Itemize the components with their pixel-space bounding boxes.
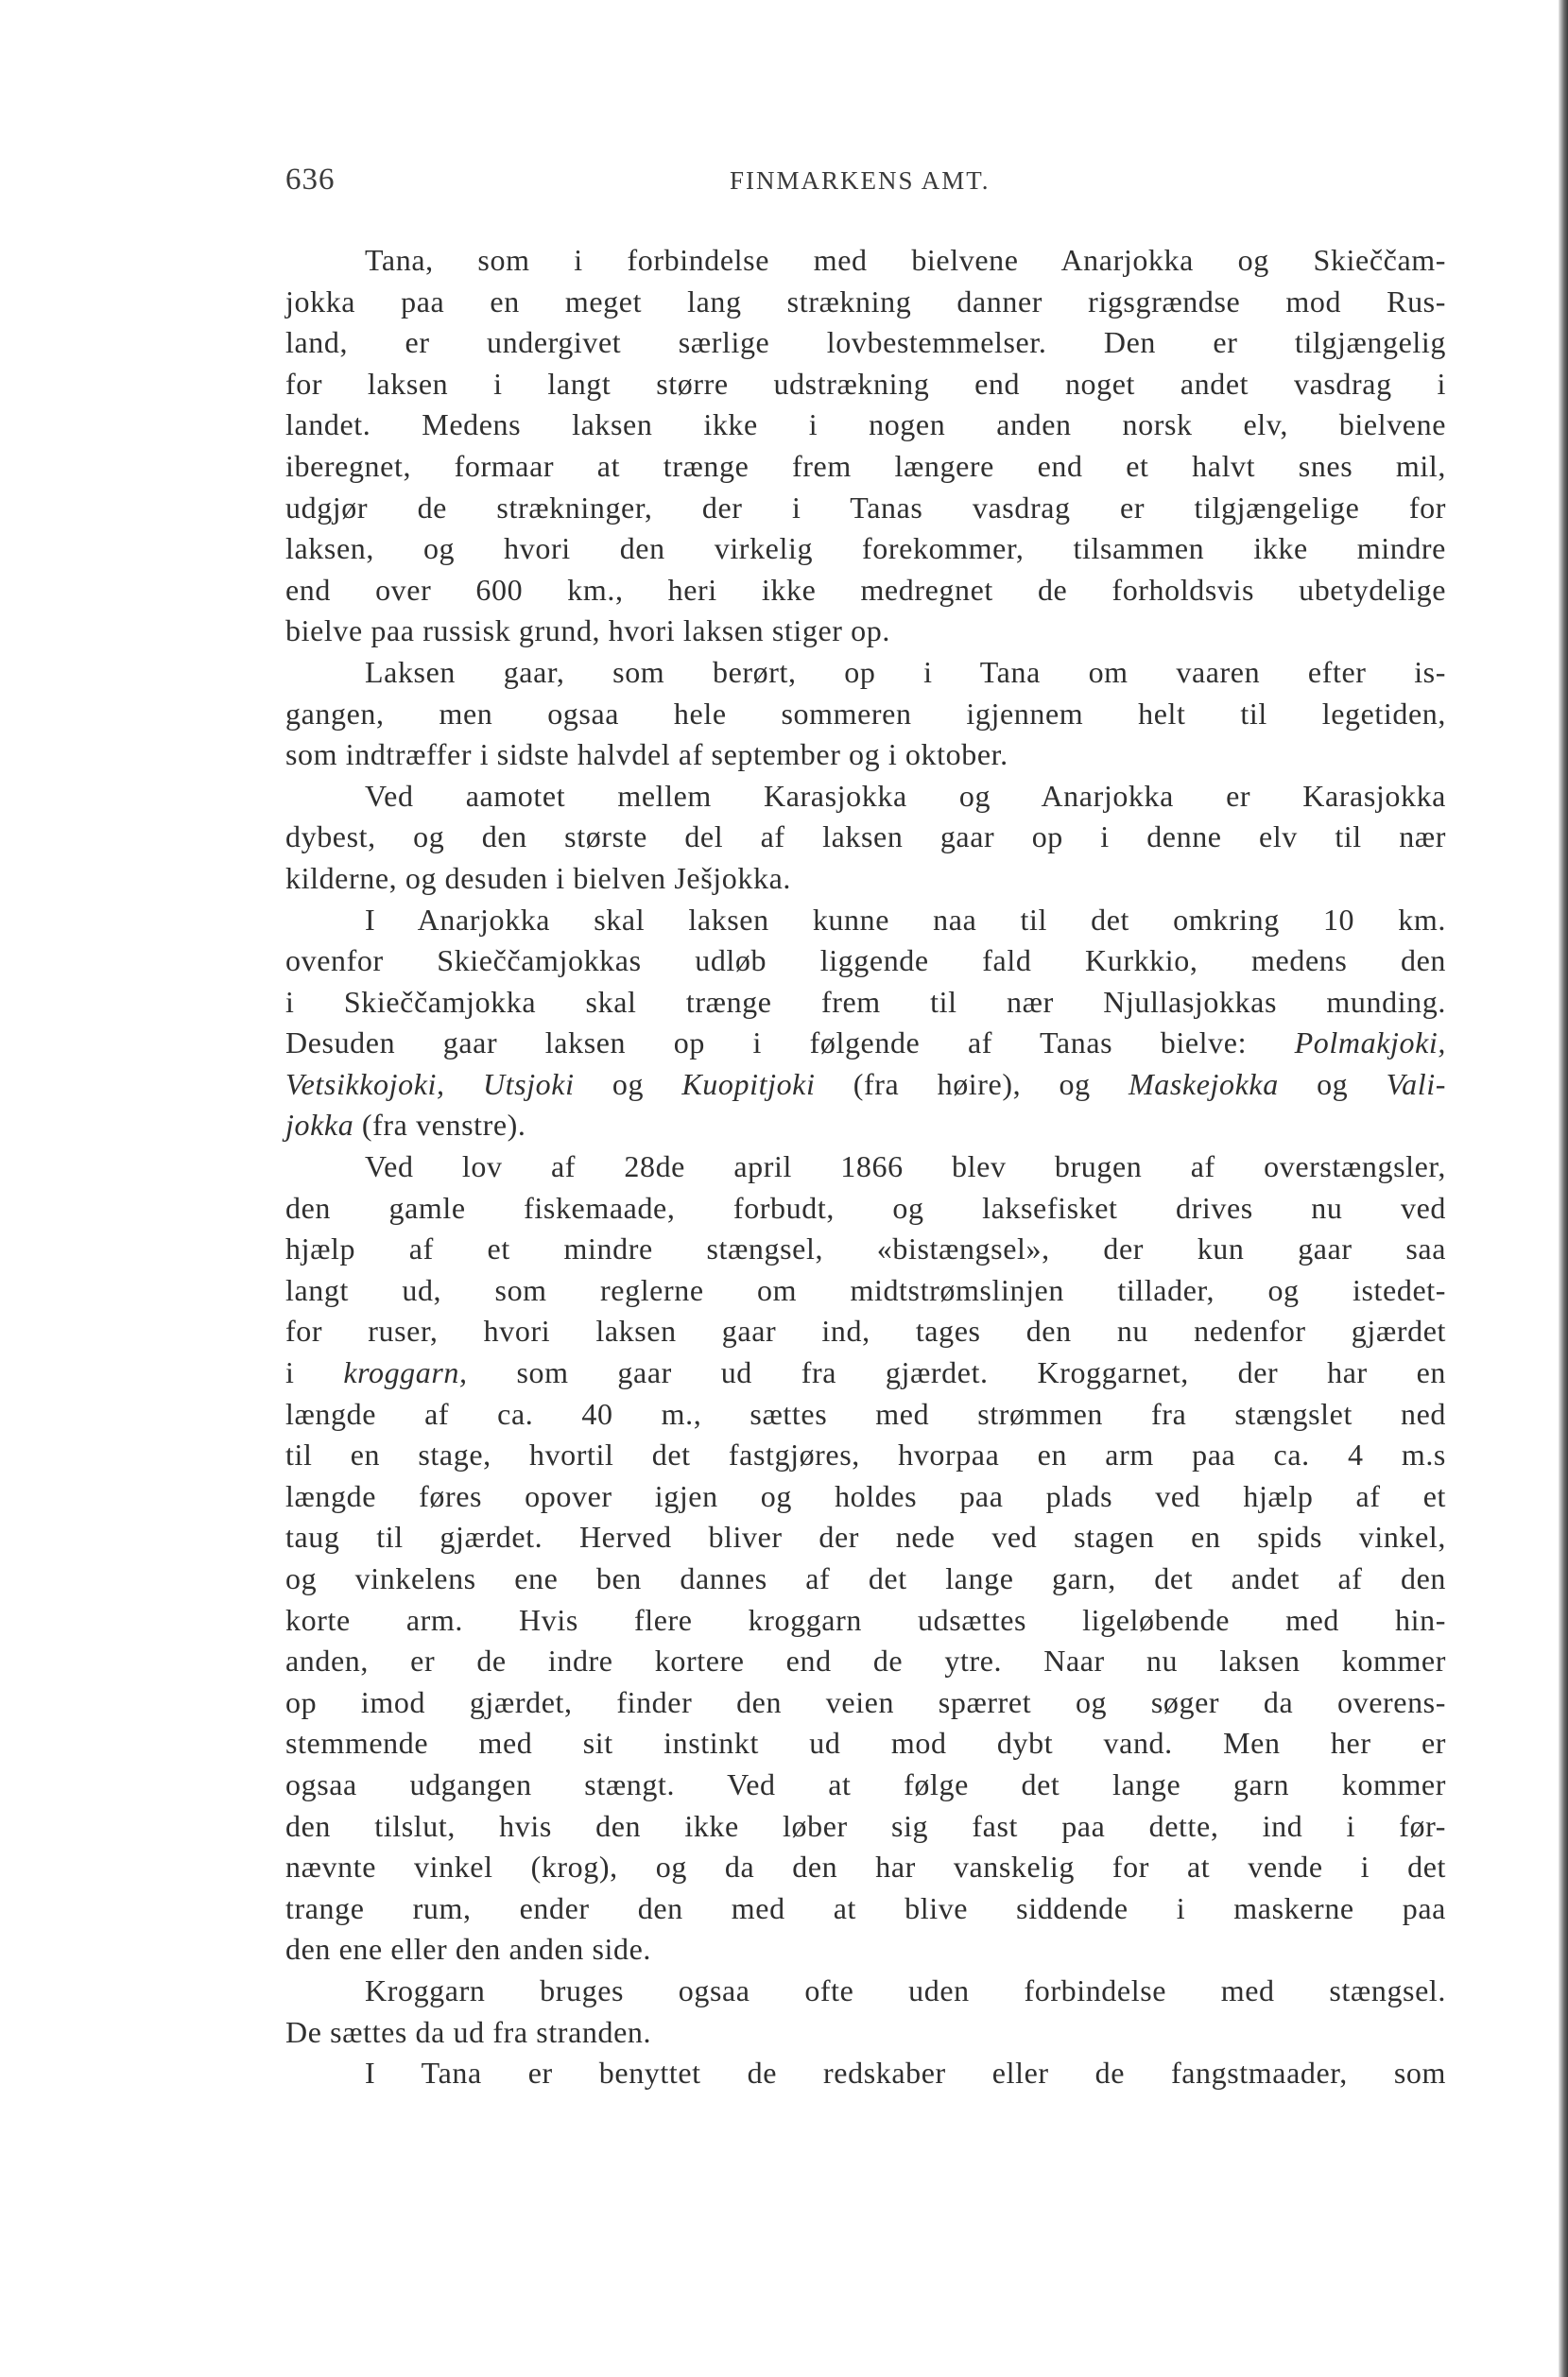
text-line (285, 2053, 1446, 2094)
text-segment: for ruser, hvori laksen gaar ind, tages den nu nedenfor gjærdet (285, 1314, 1446, 1349)
text-line (285, 1600, 1446, 1642)
text-segment: anden, er de indre kortere end de ytre. Naar nu laksen kommer (285, 1644, 1446, 1679)
text-segment: landet. Medens laksen ikke i nogen anden norsk elv, bielvene (285, 407, 1446, 442)
text-segment: gangen, men ogsaa hele sommeren igjennem helt til legetiden, (285, 696, 1446, 731)
text-line (285, 1229, 1446, 1270)
text-line (285, 1311, 1446, 1352)
body-text (285, 240, 1446, 2094)
text-segment: ogsaa udgangen stængt. Ved at følge det lange garn kommer (285, 1766, 1446, 1801)
page-number: 636 (285, 163, 336, 197)
text-segment: ovenfor Skieččamjokkas udløb liggende fald Kurkkio, medens den (285, 943, 1446, 978)
text-segment: bielve paa russisk grund, hvori laksen stiger op. (285, 613, 890, 648)
text-line (285, 1105, 1446, 1146)
italic-term: Maskejokka (1128, 1066, 1279, 1101)
text-line (285, 282, 1446, 323)
italic-term: kroggarn, (343, 1355, 468, 1390)
text-line (285, 1682, 1446, 1724)
text-segment: Kroggarn bruges ogsaa ofte uden forbindelse med stængsel. (365, 1972, 1446, 2007)
text-segment: den ene eller den anden side. (285, 1932, 652, 1967)
text-line (285, 1270, 1446, 1312)
text-line (285, 982, 1446, 1024)
text-line (285, 776, 1446, 818)
text-segment: længde af ca. 40 m., sættes med strømmen fra stængslet ned (285, 1396, 1446, 1431)
text-segment: den gamle fiskemaade, forbudt, og laksefisket drives nu ved (285, 1190, 1446, 1225)
text-line (285, 940, 1446, 982)
text-segment: De sættes da ud fra stranden. (285, 2014, 652, 2049)
text-line (285, 488, 1446, 529)
text-line (285, 694, 1446, 735)
text-line (285, 446, 1446, 488)
text-segment: hjælp af et mindre stængsel, «bistængsel», der kun gaar saa (285, 1232, 1446, 1266)
running-title: FINMARKENS AMT. (730, 166, 991, 195)
text-segment: og (574, 1066, 682, 1101)
text-segment: som indtræffer i sidste halvdel af september og i oktober. (285, 737, 1008, 772)
text-segment: som gaar ud fra gjærdet. Kroggarnet, der har en (467, 1355, 1446, 1390)
text-line (285, 1847, 1446, 1888)
text-segment: end over 600 km., heri ikke medregnet de forholdsvis ubetydelige (285, 572, 1446, 607)
text-segment: nævnte vinkel (krog), og da den har vanskelig for at vende i det (285, 1850, 1446, 1885)
text-line (285, 1929, 1446, 1971)
text-segment: stemmende med sit instinkt ud mod dybt vand. Men her er (285, 1726, 1446, 1761)
page-header (285, 163, 1446, 210)
text-segment: trange rum, ender den med at blive siddende i maskerne paa (285, 1890, 1446, 1925)
text-segment: korte arm. Hvis flere kroggarn udsættes ligeløbende med hin- (285, 1602, 1446, 1637)
text-line (285, 1146, 1446, 1188)
text-segment: dybest, og den største del af laksen gaar op i denne elv til nær (285, 819, 1446, 854)
text-segment: til en stage, hvortil det fastgjøres, hvorpaa en arm paa ca. 4 m.s (285, 1438, 1446, 1473)
text-line (285, 1188, 1446, 1230)
text-line (285, 1023, 1446, 1064)
text-segment (445, 1067, 483, 1101)
text-segment: og (1278, 1066, 1387, 1101)
text-segment: I Tana er benyttet de redskaber eller de fangstmaader, som (365, 2056, 1446, 2091)
text-segment: Laksen gaar, som berørt, op i Tana om vaaren efter is- (365, 654, 1446, 689)
text-line (285, 1476, 1446, 1518)
text-segment: kilderne, og desuden i bielven Ješjokka. (285, 860, 791, 895)
text-segment: langt ud, som reglerne om midtstrømslinjen tillader, og istedet- (285, 1272, 1446, 1307)
text-line (285, 1559, 1446, 1600)
text-line (285, 1888, 1446, 1930)
page-edge-shadow (1559, 0, 1568, 2377)
text-segment: udgjør de strækninger, der i Tanas vasdrag er tilgjængelige for (285, 490, 1446, 525)
italic-term: Kuopitjoki (681, 1066, 816, 1101)
text-segment: land, er undergivet særlige lovbestemmelser. Den er tilgjængelig (285, 325, 1446, 360)
text-line (285, 611, 1446, 652)
text-line (285, 652, 1446, 694)
text-line (285, 1064, 1446, 1106)
text-segment: (fra venstre). (353, 1108, 526, 1143)
italic-term: jokka (285, 1108, 354, 1143)
text-line (285, 405, 1446, 446)
text-segment: i (285, 1355, 344, 1390)
text-line (285, 364, 1446, 405)
text-segment: I Anarjokka skal laksen kunne naa til det omkring 10 km. (365, 902, 1446, 937)
text-line (285, 1806, 1446, 1848)
text-line (285, 570, 1446, 611)
text-line (285, 1352, 1446, 1394)
text-line (285, 734, 1446, 776)
text-line (285, 2012, 1446, 2054)
text-segment: i Skieččamjokka skal trænge frem til nær Njullasjokkas munding. (285, 984, 1446, 1019)
text-line (285, 1435, 1446, 1476)
text-segment: laksen, og hvori den virkelig forekommer, tilsammen ikke mindre (285, 531, 1446, 566)
text-line (285, 1517, 1446, 1559)
text-segment: for laksen i langt større udstrækning end noget andet vasdrag i (285, 366, 1446, 401)
text-line (285, 1971, 1446, 2012)
text-line (285, 858, 1446, 900)
text-segment: længde føres opover igjen og holdes paa plads ved hjælp af et (285, 1478, 1446, 1513)
text-segment: den tilslut, hvis den ikke løber sig fast paa dette, ind i før- (285, 1808, 1446, 1843)
text-line (285, 1641, 1446, 1682)
text-segment: Tana, som i forbindelse med bielvene Anarjokka og Skieččam- (365, 243, 1446, 277)
text-line (285, 900, 1446, 941)
italic-term: Vetsikkojoki, (285, 1066, 445, 1101)
text-segment: op imod gjærdet, finder den veien spærret og søger da overens- (285, 1684, 1446, 1719)
text-line (285, 1723, 1446, 1765)
text-segment: jokka paa en meget lang strækning danner rigsgrændse mod Rus- (285, 284, 1446, 319)
italic-term: Polmakjoki, (1294, 1025, 1446, 1060)
text-segment: Ved lov af 28de april 1866 blev brugen af overstængsler, (365, 1149, 1446, 1184)
text-line (285, 817, 1446, 858)
text-line (285, 1394, 1446, 1436)
text-segment: Ved aamotet mellem Karasjokka og Anarjokka er Karasjokka (365, 778, 1446, 813)
text-line (285, 240, 1446, 282)
text-line (285, 1765, 1446, 1806)
text-segment: og vinkelens ene ben dannes af det lange garn, det andet af den (285, 1561, 1446, 1595)
italic-term: Vali- (1386, 1066, 1447, 1101)
text-segment: Desuden gaar laksen op i følgende af Tanas bielve: (285, 1025, 1295, 1060)
text-line (285, 528, 1446, 570)
italic-term: Utsjoki (482, 1066, 575, 1101)
text-line (285, 322, 1446, 364)
text-segment: (fra høire), og (815, 1066, 1129, 1101)
text-segment: iberegnet, formaar at trænge frem længere end et halvt snes mil, (285, 448, 1446, 483)
text-segment: taug til gjærdet. Herved bliver der nede ved stagen en spids vinkel, (285, 1520, 1446, 1555)
